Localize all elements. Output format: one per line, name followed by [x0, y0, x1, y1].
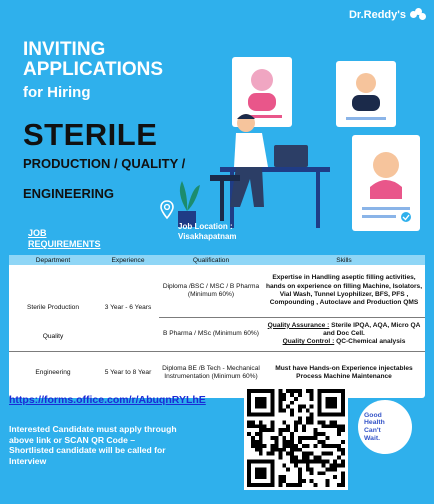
headline-subtitle-2: ENGINEERING: [23, 186, 115, 201]
cell-skills-sterile: Expertise in Handling aseptic filling activities, hands on experience on filling Machine, Isolators, Vial Wash, Tunnel Lyophilizer, BFS, PFS , Compounding , Autoclave and Production QMS: [265, 274, 423, 306]
brand-name: Dr.Reddy's: [348, 9, 406, 21]
department-quality-text: Quality: [42, 333, 64, 340]
department-sterile-text: Sterile Production: [26, 303, 80, 311]
apply-line2: above link or SCAN QR Code –: [9, 434, 136, 445]
header-experience: Experience: [111, 256, 145, 264]
apply-line3: Shortlisted candidate will be called for: [9, 445, 166, 456]
headline-subtitle-1: PRODUCTION / QUALITY /: [23, 156, 186, 171]
job-requirements-line1: JOB: [28, 228, 47, 238]
good-health-badge: [358, 400, 412, 454]
job-location-label: Job Location :: [178, 222, 233, 231]
badge-line2: Health: [364, 419, 385, 427]
job-location: [178, 222, 237, 242]
qc-value: QC-Chemical analysis: [334, 338, 406, 346]
job-requirements-heading: [28, 228, 101, 250]
apply-line4: Interview: [9, 455, 47, 466]
header-qualification: Qualification: [192, 256, 230, 264]
header-skills: Skills: [336, 256, 352, 264]
qc-label: Quality Control :: [282, 338, 335, 346]
cell-experience-sterile: [97, 265, 159, 351]
requirements-table: [9, 255, 425, 398]
application-form-link[interactable]: https://forms.office.com/r/AbuqnRYLhE: [9, 394, 206, 406]
headline-title: STERILE: [23, 117, 158, 152]
badge-line3: Can't: [364, 427, 381, 434]
cell-experience-engineering: 5 Year to 8 Year: [104, 369, 152, 377]
qr-code[interactable]: [244, 386, 348, 490]
cell-qualification-quality: B Pharma / MSc (Minimum 60%): [163, 329, 259, 337]
apply-instructions: [9, 424, 239, 466]
cell-skills-quality: [263, 317, 425, 351]
table-row: [9, 351, 425, 395]
headline-line1: INVITING: [23, 39, 106, 60]
brand-logo: [349, 8, 426, 22]
headline-line2: APPLICATIONS: [23, 59, 164, 80]
job-requirements-line2: REQUIREMENTS: [28, 239, 101, 249]
table-row: [9, 265, 425, 317]
cell-skills-engineering: Must have Hands-on Experience injectables Process Machine Maintenance: [275, 365, 413, 381]
badge-line1: Good: [364, 411, 382, 419]
cell-qualification-engineering: Diploma BE /B Tech - Mechanical Instrumentation (Minimum 60%): [162, 365, 260, 381]
cell-qualification-sterile: Diploma /BSC / MSC / B Pharma (Minimum 60%): [162, 282, 260, 298]
badge-line4: Wait.: [364, 434, 380, 442]
cell-department-engineering: Engineering: [35, 369, 71, 377]
brand-mark-icon: [410, 8, 426, 22]
headline-inviting: [23, 40, 163, 80]
location-pin-icon: [160, 200, 174, 220]
quality-label-overlay: [9, 333, 97, 340]
experience-sterile-text: 3 Year - 6 Years: [104, 303, 152, 311]
table-header-row: [9, 255, 425, 265]
apply-line1: Interested Candidate must apply through: [9, 424, 177, 434]
qr-code-image: [247, 389, 345, 487]
header-department: Department: [35, 256, 71, 264]
headline-hiring: for Hiring: [23, 84, 91, 101]
job-location-value: Visakhapatnam: [178, 232, 237, 241]
qa-value: Sterile IPQA, AQA, Micro QA and Doc Cell.: [323, 321, 421, 337]
qa-label: Quality Assurance :: [267, 321, 330, 329]
